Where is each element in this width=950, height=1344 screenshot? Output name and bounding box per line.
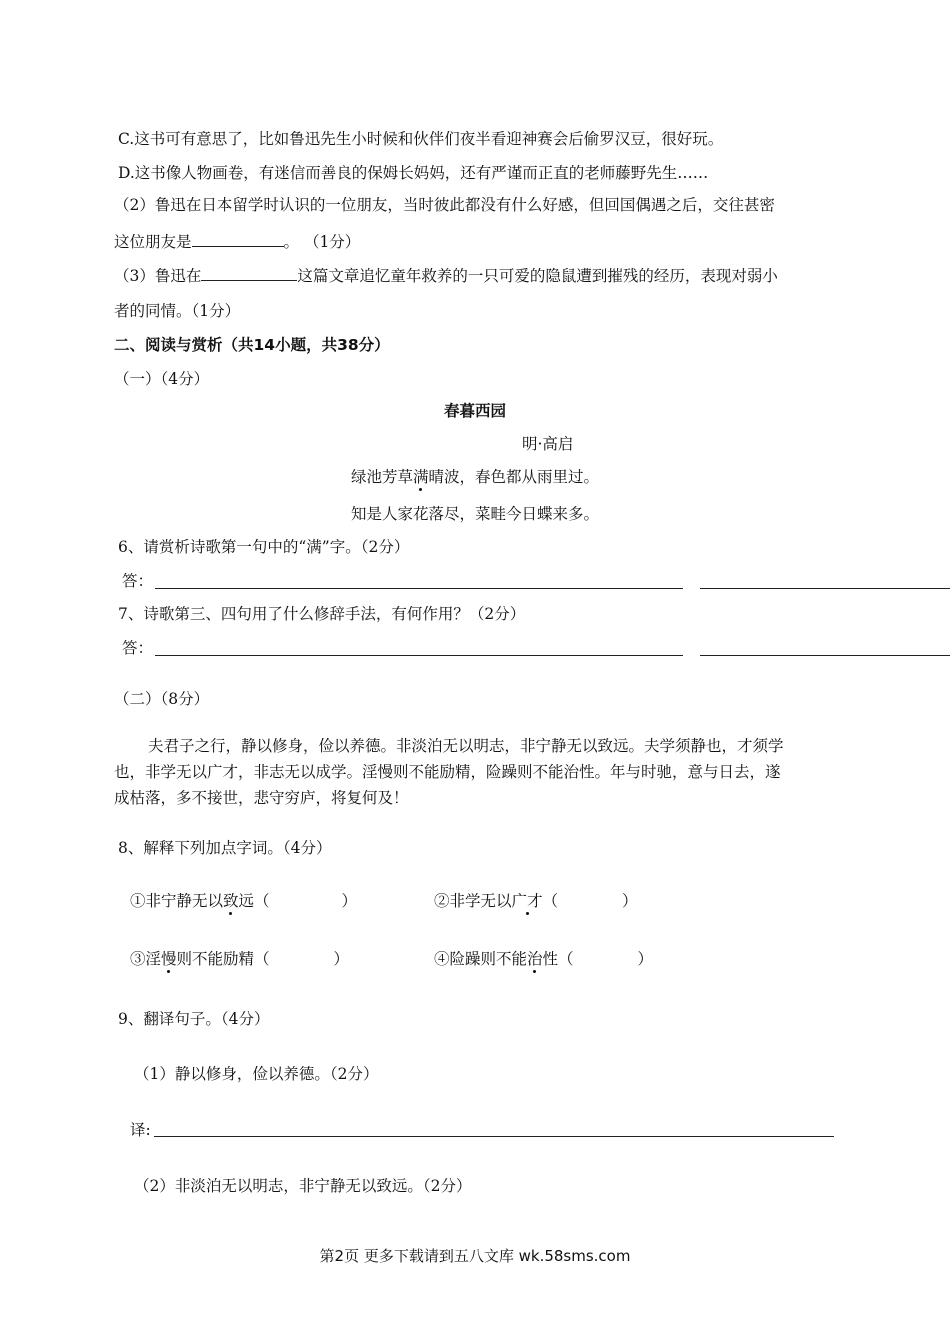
q5-sub2-answer-line (114, 230, 360, 253)
part2-label: （二）（8分） (114, 690, 210, 708)
emphasis-char: 广才 (511, 892, 543, 910)
q8-item-text: ③淫 (130, 950, 162, 968)
q8-item-text: 远（ (238, 892, 270, 910)
passage-line-3: 成枯落，多不接世，悲守穷庐，将复何及！ (114, 789, 409, 807)
poem-line-2: 知是人家花落尽，菜畦今日蝶来多。 (350, 505, 599, 523)
q8-item-text: 性（ (542, 950, 574, 968)
q8-item-2 (434, 890, 638, 912)
poem-line-1 (0, 466, 950, 488)
q5-sub3-suffix: 这篇文章追忆童年救养的一只可爱的隐鼠遭到摧残的经历，表现对弱小 (297, 267, 778, 285)
q5-sub3-line (114, 264, 778, 287)
q5-sub2-prefix: 这位朋友是 (114, 233, 192, 251)
q8-item-text: ④险躁则不能 (434, 950, 528, 968)
translate-label: 译: (130, 1121, 151, 1139)
question-9: 9、翻译句子。（4分） (118, 1010, 270, 1028)
answer-blank[interactable] (201, 264, 297, 281)
part1-label: （一）（4分） (114, 370, 210, 388)
emphasis-char: 慢 (161, 950, 177, 968)
q9-sub2: （2）非淡泊无以明志，非宁静无以致远。（2分） (134, 1177, 472, 1195)
answer-line[interactable] (155, 588, 683, 589)
section-title: 二、阅读与赏析（共14小题，共38分） (114, 336, 390, 354)
passage-line-2: 也，非学无以广才，非志无以成学。淫慢则不能励精，险躁则不能治性。年与时驰，意与日去，遂 (114, 763, 781, 781)
question-8: 8、解释下列加点字词。（4分） (118, 839, 332, 857)
poem-title: 春暮西园 (443, 402, 506, 420)
answer-line[interactable] (155, 655, 683, 656)
answer-line[interactable] (700, 655, 950, 656)
q8-item-text: ②非学无以 (434, 892, 512, 910)
q8-item-text: ） (637, 950, 654, 968)
answer-label-7: 答： (122, 639, 154, 657)
q8-item-text: ） (622, 892, 638, 910)
q5-sub2-suffix: 。 （1分） (283, 233, 361, 251)
answer-line[interactable] (700, 588, 950, 589)
q5-sub3-continuation: 者的同情。（1分） (114, 302, 241, 320)
q8-item-1 (130, 890, 357, 912)
poem-line-1-part-a: 绿池芳草 (350, 468, 413, 486)
q8-item-text: ） (341, 892, 358, 910)
q8-item-4 (434, 948, 653, 970)
passage-line-1: 夫君子之行，静以修身，俭以养德。非淡泊无以明志，非宁静无以致远。夫学须静也，才须学 (148, 737, 784, 755)
translation-line[interactable] (154, 1136, 834, 1137)
q5-sub3-prefix: （3）鲁迅在 (114, 267, 202, 285)
q5-option-d: D.这书像人物画卷，有迷信而善良的保姆长妈妈，还有严谨而正直的老师藤野先生…… (118, 164, 709, 182)
answer-label-6: 答： (122, 572, 154, 590)
q8-item-text: 则不能励精（ (176, 950, 270, 968)
q9-sub1: （1）静以修身，俭以养德。（2分） (134, 1065, 379, 1083)
question-7: 7、诗歌第三、四句用了什么修辞手法，有何作用？（2分） (118, 605, 526, 623)
q5-sub2-text: （2）鲁迅在日本留学时认识的一位朋友，当时彼此都没有什么好感，但回国偶遇之后，交往甚密 (114, 196, 775, 214)
emphasis-char: 致 (223, 892, 239, 910)
question-6: 6、请赏析诗歌第一句中的“满”字。（2分） (118, 538, 410, 556)
page-footer: 第2页 更多下载请到五八文库 wk.58sms.com (319, 1247, 631, 1265)
emphasis-char: 满 (412, 468, 429, 486)
poem-line-1-part-b: 晴波，春色都从雨里过。 (428, 468, 600, 486)
answer-blank[interactable] (192, 230, 284, 247)
q5-option-c: C.这书可有意思了，比如鲁迅先生小时候和伙伴们夜半看迎神赛会后偷罗汉豆，很好玩。 (118, 130, 724, 148)
q8-item-text: ①非宁静无以 (130, 892, 224, 910)
poem-author: 明·高启 (522, 435, 574, 453)
q8-item-text: ） (333, 950, 350, 968)
q8-item-text: （ (542, 892, 559, 910)
emphasis-char: 治 (527, 950, 543, 968)
q8-item-3 (130, 948, 349, 970)
